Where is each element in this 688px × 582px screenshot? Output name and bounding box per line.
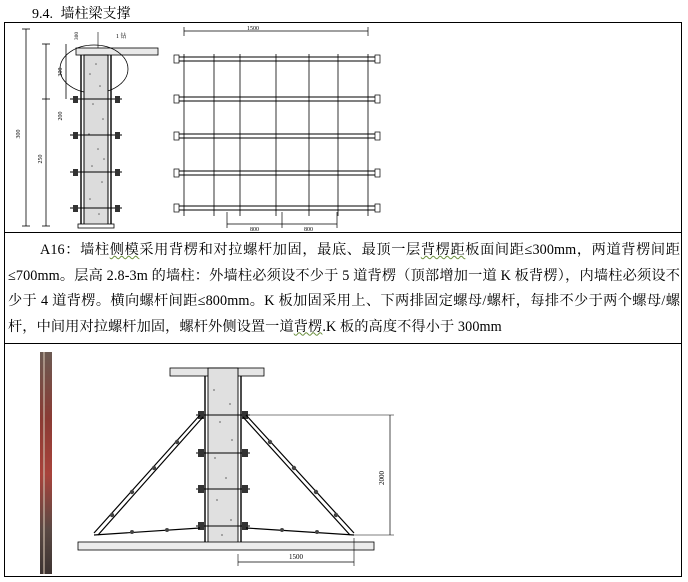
desc-underline-1: 侧模 <box>109 242 140 258</box>
dim-lower: 250 <box>38 154 44 164</box>
desc-part-2: 采用背楞和对拉螺杆加固，最底、最顶一层 <box>139 242 421 258</box>
dim-top-b: 300 <box>74 31 80 41</box>
beam-label: 1 钻 <box>116 34 127 40</box>
wall-section-drawing <box>8 24 178 232</box>
height-dimension: 2000 <box>378 471 386 485</box>
desc-underline-2: 背楞距 <box>420 242 466 258</box>
desc-part-4: .K 板的高度不得小于 300mm <box>322 318 502 335</box>
table-divider-top <box>4 232 682 233</box>
dim-total: 300 <box>16 129 22 139</box>
bottom-span-b: 800 <box>304 227 313 233</box>
desc-underline-3: 背楞 <box>293 318 323 335</box>
section-title: 墙柱梁支撑 <box>60 7 131 22</box>
top-span-label: 1500 <box>247 26 259 32</box>
site-photo-strip <box>40 352 52 574</box>
width-dimension: 1500 <box>289 553 303 561</box>
section-number: 9.4. <box>32 7 53 22</box>
table-divider-bottom <box>4 343 682 344</box>
desc-part-1: A16：墙柱 <box>40 242 110 258</box>
dim-upper: 200 <box>58 111 64 121</box>
bottom-span-a: 800 <box>250 227 259 233</box>
section-heading <box>32 3 135 23</box>
dim-top-a: 300 <box>58 67 64 77</box>
desc-part-3: 板面间距≤300mm，两道背楞间距≤700mm。层高 2.8-3m 的墙柱：外墙柱必须设不少于 5 道背楞（顶部增加一道 K 板背楞），内墙柱必须设不少于 4 道背楞。横向螺杆间距≤800mm。K 板加固采用上、下两排固定螺母/螺杆，每排不少于两个螺母/螺杆，中间用对拉螺杆加固，螺杆外侧设置一道 <box>8 242 680 335</box>
description-paragraph <box>8 238 680 340</box>
elevation-drawing <box>172 24 386 232</box>
bracing-drawing <box>72 360 402 572</box>
